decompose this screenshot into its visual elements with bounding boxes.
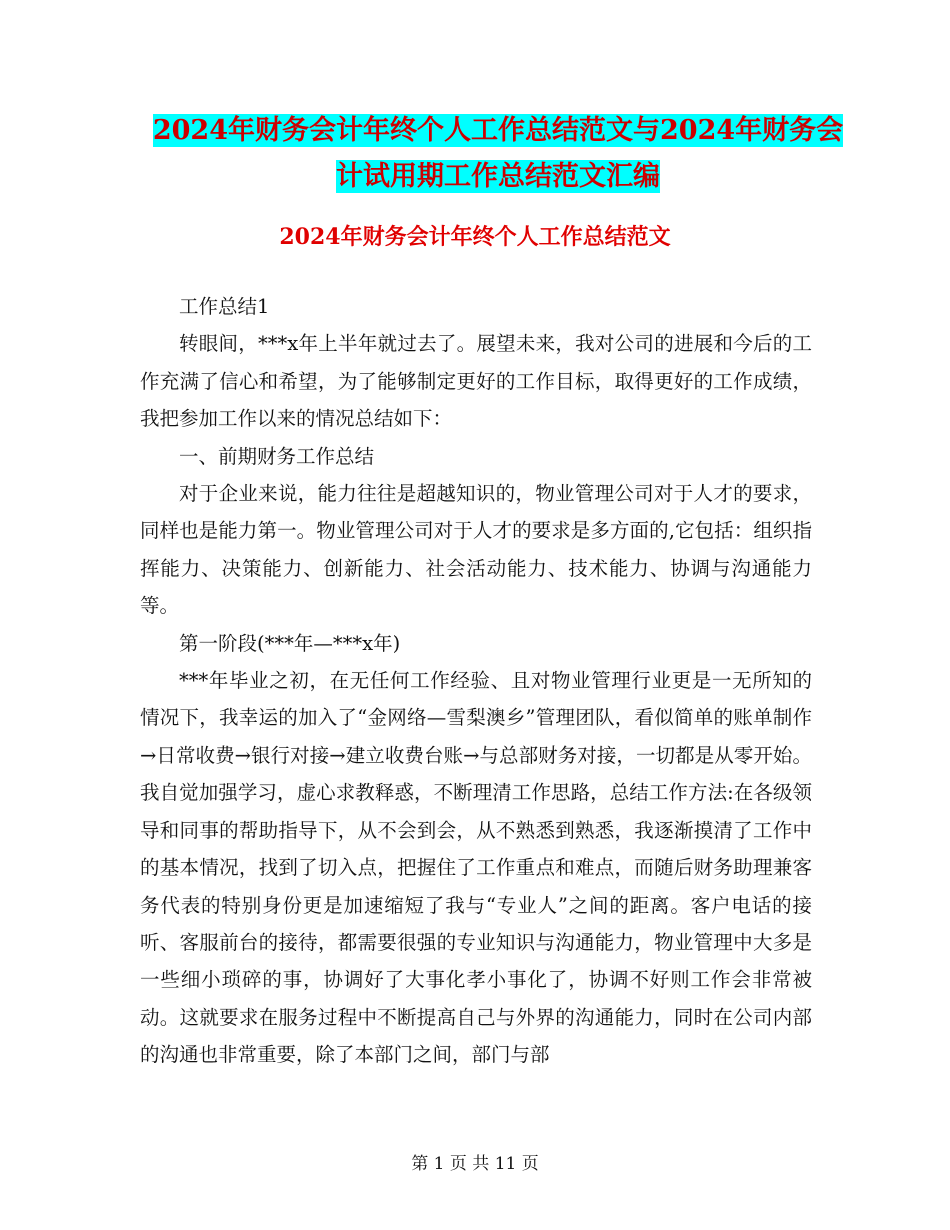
paragraph-intro: 转眼间，***x年上半年就过去了。展望未来，我对公司的进展和今后的工作充满了信心和希望，为了能够制定更好的工作目标，取得更好的工作成绩，我把参加工作以来的情况总结如下： — [140, 332, 812, 431]
section-title: 2024年财务会计年终个人工作总结范文 — [279, 224, 671, 250]
page-footer: 第 1 页 共 11 页 — [411, 1154, 539, 1174]
paragraph-stage-one-body: ***年毕业之初，在无任何工作经验、且对物业管理行业更是一无所知的情况下，我幸运的加入了“金网络—雪梨澳乡”管理团队，看似简单的账单制作→日常收费→银行对接→建立收费台账→与总部财务对接，一切都是从零开始。我自觉加强学习，虚心求教释惑，不断理清工作思路，总结工作方法:在各级领导和同事的帮助指导下，从不会到会，从不熟悉到熟悉，我逐渐摸清了工作中的基本情况，找到了切入点，把握住了工作重点和难点，而随后财务助理兼客务代表的特别身份更是加速缩短了我与“专业人”之间的距离。客户电话的接听、客服前台的接待，都需要很强的专业知识与沟通能力，物业管理中大多是一些细小琐碎的事，协调好了大事化孝小事化了，协调不好则工作会非常被动。这就要求在服务过程中不断提高自己与外界的沟通能力，同时在公司内部的沟通也非常重要，除了本部门之间，部门与部 — [140, 669, 812, 1067]
document-title — [140, 108, 856, 200]
paragraph-heading-stage-one: 第一阶段(***年—***x年) — [179, 631, 401, 655]
document-title-highlight: 2024年财务会计年终个人工作总结范文与2024年财务会计试用期工作总结范文汇编 — [152, 115, 844, 192]
body-text — [140, 288, 812, 1074]
paragraph-heading-part-one: 一、前期财务工作总结 — [179, 444, 375, 468]
paragraph-ability: 对于企业来说，能力往往是超越知识的，物业管理公司对于人才的要求，同样也是能力第一。物业管理公司对于人才的要求是多方面的,它包括：组织指挥能力、决策能力、创新能力、社会活动能力、技术能力、协调与沟通能力等。 — [140, 482, 812, 618]
paragraph-heading-work-summary: 工作总结1 — [179, 295, 270, 318]
